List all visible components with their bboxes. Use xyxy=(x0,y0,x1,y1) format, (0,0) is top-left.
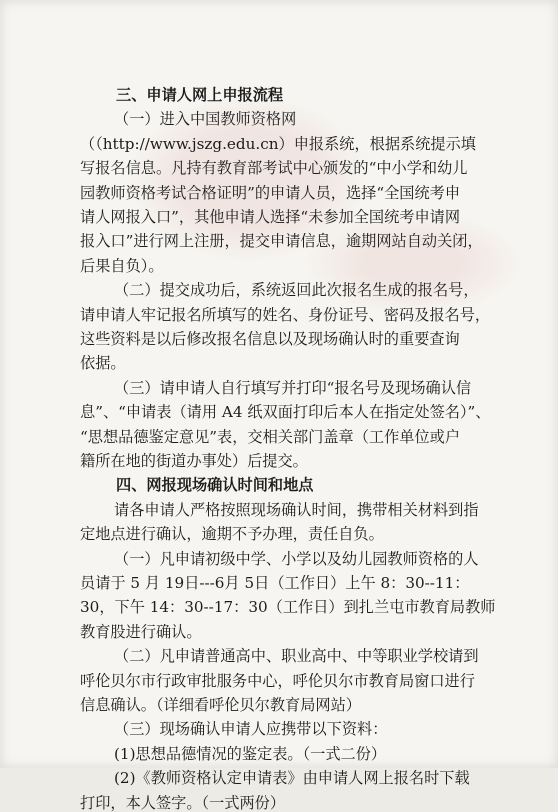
paragraph-line: 报入口”进行网上注册，提交申请信息，逾期网站自动关闭， xyxy=(80,232,483,251)
paragraph-line: 呼伦贝尔市行政审批服务中心，呼伦贝尔市教育局窗口进行 xyxy=(80,671,475,690)
paragraph-line: （三）现场确认申请人应携带以下资料： xyxy=(114,720,388,739)
list-item: (2)《教师资格认定申请表》由申请人网上报名时下载 xyxy=(114,769,470,788)
paragraph-line: （二）提交成功后，系统返回此次报名生成的报名号， xyxy=(114,281,479,300)
section-3-heading: 三、申请人网上申报流程 xyxy=(116,86,284,104)
paragraph-line: 这些资料是以后修改报名信息以及现场确认时的重要查询 xyxy=(80,330,460,348)
paragraph-line: （一）凡申请初级中学、小学以及幼儿园教师资格的人 xyxy=(114,549,479,568)
paragraph-line: （一）进入中国教师资格网 xyxy=(114,110,297,129)
paragraph-line: （（http://www.jszg.edu.cn）申报系统，根据系统提示填 xyxy=(80,134,476,153)
paragraph-line: 请人网报入口”，其他申请人选择“未参加全国统考申请网 xyxy=(80,208,461,226)
list-item: (1)思想品德情况的鉴定表。（一式二份） xyxy=(114,744,387,763)
paragraph-line: 请申请人牢记报名所填写的姓名、身份证号、密码及报名号， xyxy=(80,305,491,324)
section-4-heading: 四、网报现场确认时间和地点 xyxy=(116,476,314,495)
paragraph-line: （二）凡申请普通高中、职业高中、中等职业学校请到 xyxy=(114,647,479,666)
paragraph-line: “思想品德鉴定意见”表，交相关部门盖章（工作单位或户 xyxy=(80,427,461,446)
paragraph-line: 园教师资格考试合格证明”的申请人员，选择“全国统考申 xyxy=(80,183,461,202)
paragraph-line: 息”、“申请表（请用 A4 纸双面打印后本人在指定处签名）”、 xyxy=(80,403,491,422)
list-item: 打印，本人签字。（一式两份） xyxy=(80,793,286,812)
paragraph-line: 依据。 xyxy=(80,354,126,373)
paragraph-line: 信息确认。（详细看呼伦贝尔教育局网站） xyxy=(80,696,361,714)
paragraph-line: 教育股进行确认。 xyxy=(80,622,202,641)
paragraph-line: 定地点进行确认，逾期不予办理，责任自负。 xyxy=(80,525,384,544)
paragraph-line: 写报名信息。凡持有教育部考试中心颁发的“中小学和幼儿 xyxy=(80,159,468,178)
paragraph-line: 籍所在地的街道办事处）后提交。 xyxy=(80,452,308,470)
paragraph-line: 请各申请人严格按照现场确认时间，携带相关材料到指 xyxy=(114,500,479,519)
paragraph-line: 后果自负）。 xyxy=(80,256,164,275)
paragraph-line: （三）请申请人自行填写并打印“报名号及现场确认信 xyxy=(114,378,472,397)
paragraph-line: 30，下午 14：30--17：30（工作日）到扎兰屯市教育局教师 xyxy=(80,598,496,617)
paragraph-line: 员请于 5 月 19日---6月 5日（工作日）上午 8：30--11： xyxy=(80,574,470,592)
